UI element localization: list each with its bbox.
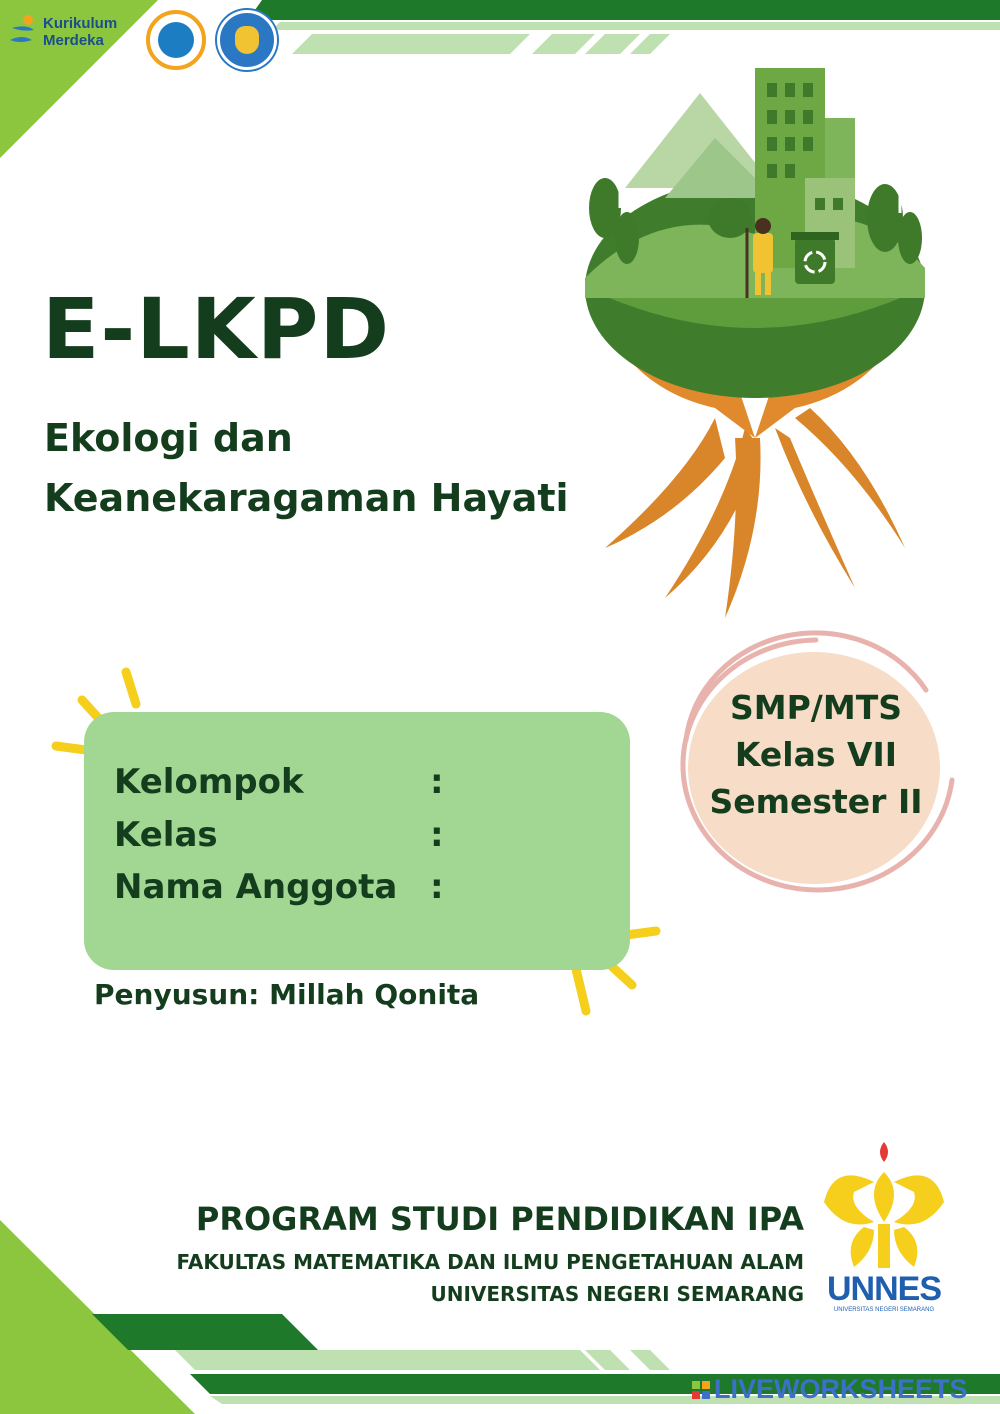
university-name: UNIVERSITAS NEGERI SEMARANG xyxy=(430,1282,804,1306)
field-label-nama-anggota: Nama Anggota xyxy=(114,867,398,907)
watermark-text: LIVEWORKSHEETS xyxy=(714,1374,968,1404)
subtitle-line-1: Ekologi dan xyxy=(44,416,293,460)
author-credit: Penyusun: Millah Qonita xyxy=(94,978,480,1011)
level-semester: Semester II xyxy=(709,782,923,821)
subtitle-line-2: Keanekaragaman Hayati xyxy=(44,476,569,520)
liveworksheets-icon xyxy=(692,1381,710,1399)
earth-hands-illustration xyxy=(565,48,945,618)
program-name: PROGRAM STUDI PENDIDIKAN IPA xyxy=(195,1200,804,1238)
liveworksheets-watermark xyxy=(692,1374,968,1405)
field-colon-kelas: : xyxy=(430,815,444,855)
logo-merdeka-text: Merdeka xyxy=(43,32,104,49)
unnes-logo-icon xyxy=(814,1132,954,1272)
field-label-kelas: Kelas xyxy=(114,815,218,855)
berdampak-logo xyxy=(146,10,206,70)
level-school: SMP/MTS xyxy=(730,688,902,727)
field-colon-nama-anggota: : xyxy=(430,867,444,907)
field-label-kelompok: Kelompok xyxy=(114,762,304,802)
tut-wuri-handayani-logo xyxy=(217,10,277,70)
logo-kurikulum-text: Kurikulum xyxy=(43,15,118,32)
level-info xyxy=(690,684,942,825)
kurikulum-merdeka-icon xyxy=(8,14,38,50)
unnes-logo-subtext: UNIVERSITAS NEGERI SEMARANG xyxy=(833,1307,935,1313)
level-class: Kelas VII xyxy=(734,735,898,774)
faculty-name: FAKULTAS MATEMATIKA DAN ILMU PENGETAHUAN ALAM xyxy=(176,1250,804,1274)
field-colon-kelompok: : xyxy=(430,762,444,802)
kurikulum-merdeka-logo xyxy=(8,14,117,50)
page-subtitle xyxy=(44,408,684,528)
unnes-logo-text: UNNES xyxy=(826,1270,942,1308)
student-info-box xyxy=(84,712,630,970)
page-title: E-LKPD xyxy=(42,280,391,378)
